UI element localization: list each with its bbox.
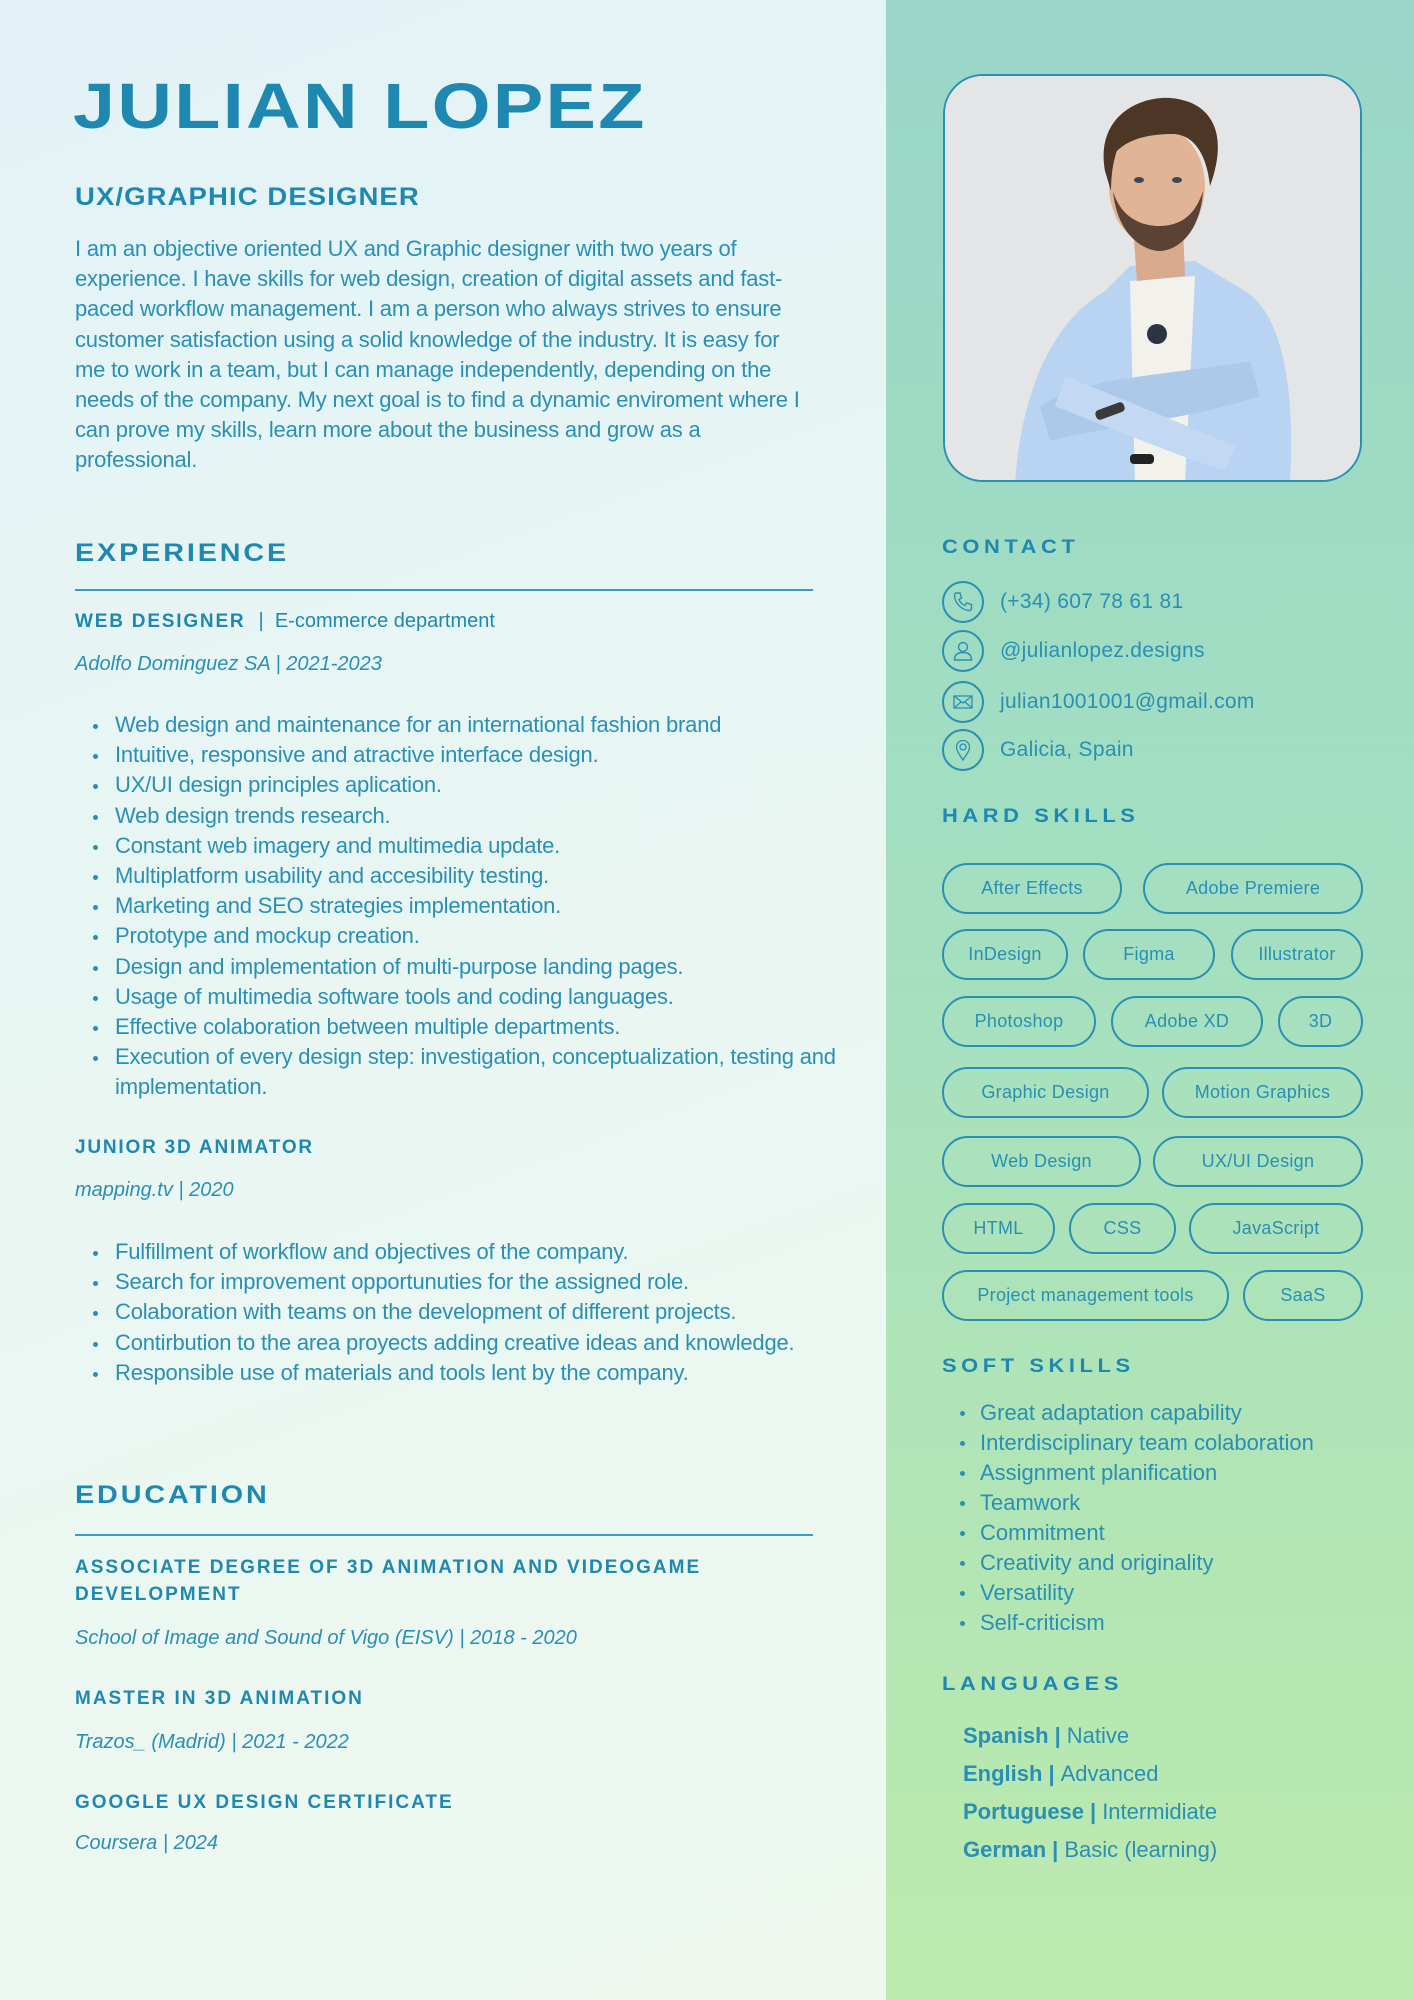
list-item: Design and implementation of multi-purpose landing pages. (75, 952, 845, 982)
list-item: Intuitive, responsive and atractive interface design. (75, 740, 845, 770)
list-item: Creativity and originality (960, 1548, 1400, 1578)
language-level: Basic (learning) (1064, 1837, 1218, 1862)
job-1-separator: | (258, 610, 264, 632)
language-name: Spanish (963, 1723, 1049, 1748)
education-1-meta: School of Image and Sound of Vigo (EISV) | 2018 - 2020 (75, 1627, 577, 1649)
language-name: Portuguese (963, 1799, 1085, 1824)
skill-pill: Adobe Premiere (1143, 863, 1363, 914)
language-row (963, 1793, 1217, 1831)
skill-pill: UX/UI Design (1153, 1136, 1363, 1187)
languages-heading: LANGUAGES (942, 1674, 1124, 1695)
language-separator: | (1052, 1837, 1059, 1862)
job-2-role: JUNIOR 3D ANIMATOR (75, 1137, 314, 1158)
language-level: Advanced (1060, 1761, 1159, 1786)
list-item: Web design trends research. (75, 801, 845, 831)
skill-pill: Adobe XD (1111, 996, 1263, 1047)
list-item: Effective colaboration between multiple departments. (75, 1012, 845, 1042)
contact-location-text: Galicia, Spain (1000, 738, 1134, 761)
mail-icon (942, 681, 984, 723)
job-1-meta: Adolfo Dominguez SA | 2021-2023 (75, 653, 382, 675)
contact-phone[interactable] (942, 581, 1183, 623)
language-level: Native (1066, 1723, 1130, 1748)
profile-summary: I am an objective oriented UX and Graphic designer with two years of experience. I have skills for web design, creation of digital assets and fast-paced workflow management. I am a person who always strives to ensure customer satisfaction using a solid knowledge of the industry. It is easy for me to work in a team, but I can manage independently, depending on the needs of the company. My next goal is to find a dynamic enviroment where I can prove my skills, learn more about the business and grow as a professional. (75, 236, 800, 473)
language-name: English (963, 1761, 1043, 1786)
job-title: UX/GRAPHIC DESIGNER (75, 183, 420, 211)
education-divider (75, 1534, 813, 1536)
skill-pill: CSS (1069, 1203, 1176, 1254)
language-separator: | (1048, 1761, 1055, 1786)
list-item: Execution of every design step: investigation, conceptualization, testing and implementation. (75, 1042, 845, 1102)
location-pin-icon (942, 729, 984, 771)
education-heading: EDUCATION (75, 1481, 270, 1509)
soft-skills-heading: SOFT SKILLS (942, 1356, 1135, 1377)
list-item: Self-criticism (960, 1608, 1400, 1638)
language-separator: | (1054, 1723, 1061, 1748)
contact-email[interactable] (942, 681, 1255, 723)
list-item: Interdisciplinary team colaboration (960, 1428, 1400, 1458)
list-item: Responsible use of materials and tools lent by the company. (75, 1358, 845, 1388)
list-item: Fulfillment of workflow and objectives of the company. (75, 1237, 845, 1267)
skill-pill: Project management tools (942, 1270, 1229, 1321)
language-name: German (963, 1837, 1047, 1862)
list-item: Great adaptation capability (960, 1398, 1400, 1428)
languages-list (963, 1717, 1217, 1869)
skill-pill: Figma (1083, 929, 1215, 980)
skill-pill: Motion Graphics (1162, 1067, 1363, 1118)
skill-pill: After Effects (942, 863, 1122, 914)
skill-pill: JavaScript (1189, 1203, 1363, 1254)
list-item: Assignment planification (960, 1458, 1400, 1488)
job-2-meta: mapping.tv | 2020 (75, 1179, 234, 1201)
job-1-role: WEB DESIGNER (75, 611, 246, 632)
job-1-bullets (75, 710, 845, 1103)
experience-divider (75, 589, 813, 591)
contact-social-text: @julianlopez.designs (1000, 639, 1205, 662)
skill-pill: Web Design (942, 1136, 1141, 1187)
job-1-heading (75, 610, 495, 633)
phone-icon (942, 581, 984, 623)
list-item: Commitment (960, 1518, 1400, 1548)
language-separator: | (1090, 1799, 1097, 1824)
skill-pill: HTML (942, 1203, 1055, 1254)
list-item: Marketing and SEO strategies implementation. (75, 891, 845, 921)
education-3-title: GOOGLE UX DESIGN CERTIFICATE (75, 1792, 454, 1813)
skill-pill: Photoshop (942, 996, 1096, 1047)
skill-pill: SaaS (1243, 1270, 1363, 1321)
education-2-title: MASTER IN 3D ANIMATION (75, 1688, 364, 1709)
user-icon (942, 630, 984, 672)
list-item: Multiplatform usability and accesibility testing. (75, 861, 845, 891)
experience-heading: EXPERIENCE (75, 539, 290, 567)
soft-skills-list (960, 1398, 1400, 1638)
language-row (963, 1717, 1217, 1755)
job-1-department: E-commerce department (274, 610, 495, 632)
contact-phone-text: (+34) 607 78 61 81 (1000, 590, 1184, 613)
skill-pill: Illustrator (1231, 929, 1363, 980)
list-item: Prototype and mockup creation. (75, 921, 845, 951)
list-item: Constant web imagery and multimedia update. (75, 831, 845, 861)
list-item: Teamwork (960, 1488, 1400, 1518)
list-item: Usage of multimedia software tools and coding languages. (75, 982, 845, 1012)
contact-email-text: julian1001001@gmail.com (1000, 690, 1255, 713)
education-1-title: ASSOCIATE DEGREE OF 3D ANIMATION AND VIDEOGAME DEVELOPMENT (75, 1557, 702, 1605)
hard-skills-heading: HARD SKILLS (942, 806, 1140, 827)
contact-social[interactable] (942, 630, 1205, 672)
list-item: UX/UI design principles aplication. (75, 770, 845, 800)
list-item: Search for improvement opportunuties for the assigned role. (75, 1267, 845, 1297)
list-item: Versatility (960, 1578, 1400, 1608)
contact-location[interactable] (942, 729, 1134, 771)
skill-pill: 3D (1278, 996, 1363, 1047)
education-2-meta: Trazos_ (Madrid) | 2021 - 2022 (75, 1731, 349, 1753)
portrait-illustration (945, 76, 1362, 482)
skill-pill: InDesign (942, 929, 1068, 980)
job-2-bullets (75, 1237, 845, 1388)
list-item: Contirbution to the area proyects adding creative ideas and knowledge. (75, 1328, 845, 1358)
candidate-name: JULIAN LOPEZ (73, 70, 647, 142)
list-item: Web design and maintenance for an international fashion brand (75, 710, 845, 740)
list-item: Colaboration with teams on the development of different projects. (75, 1297, 845, 1327)
language-level: Intermidiate (1102, 1799, 1218, 1824)
contact-heading: CONTACT (942, 537, 1080, 558)
language-row (963, 1831, 1217, 1869)
skill-pill: Graphic Design (942, 1067, 1149, 1118)
education-3-meta: Coursera | 2024 (75, 1832, 219, 1854)
language-row (963, 1755, 1217, 1793)
profile-photo (943, 74, 1362, 482)
